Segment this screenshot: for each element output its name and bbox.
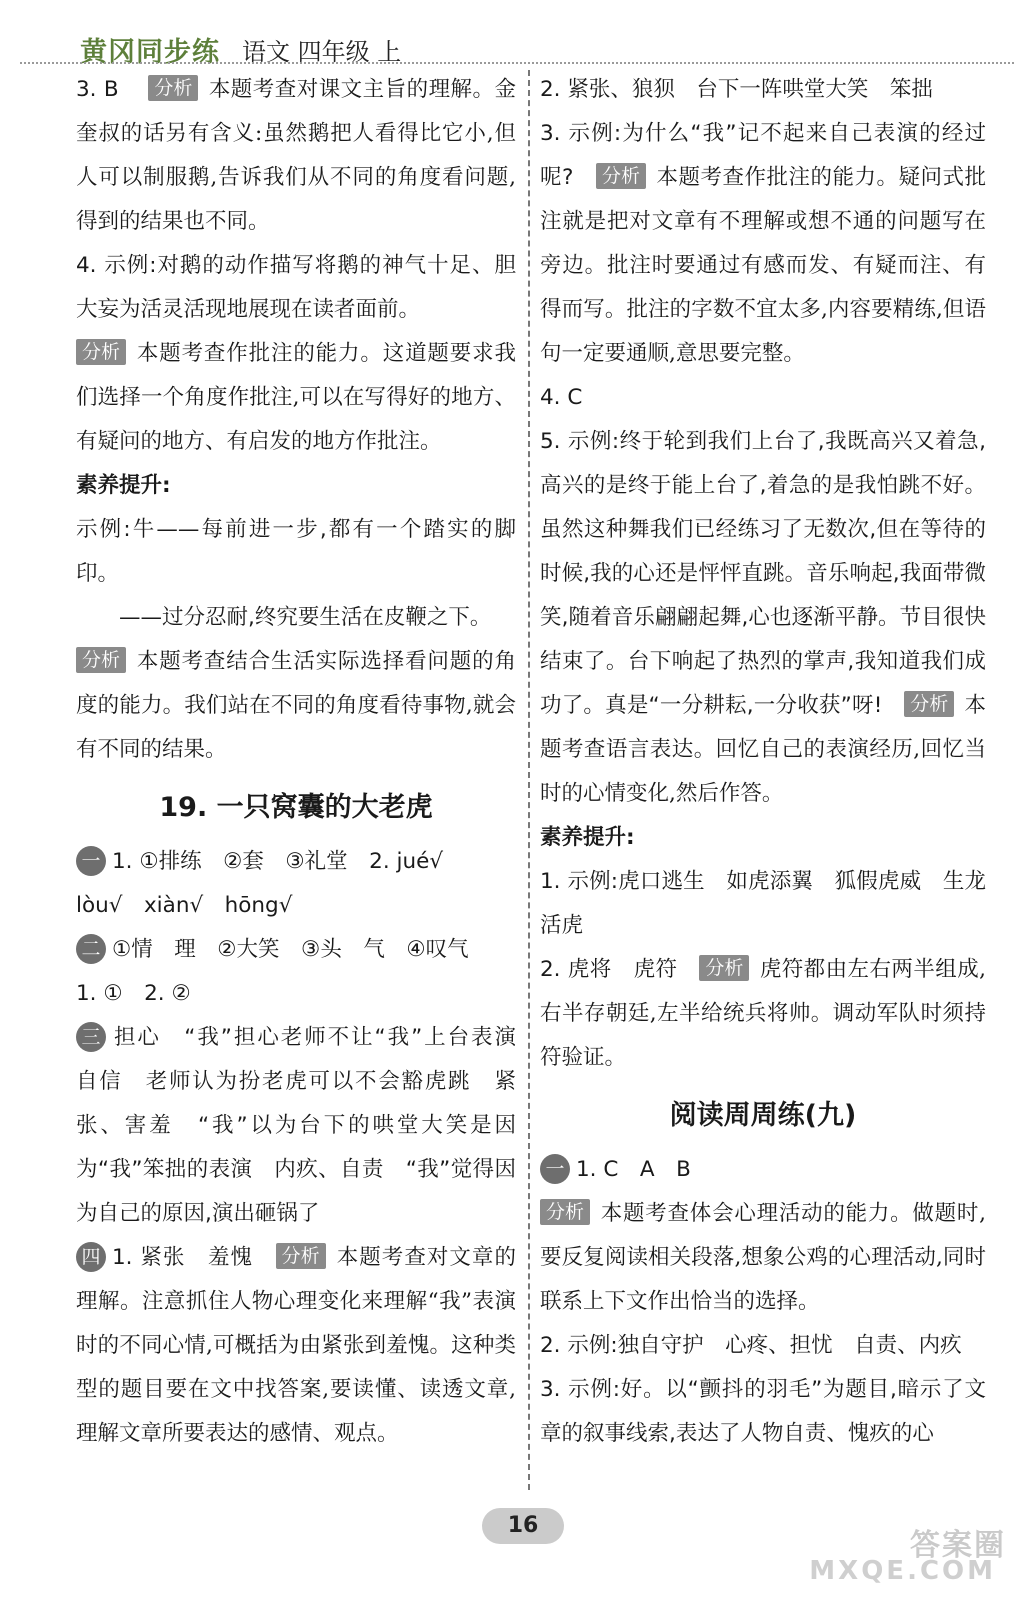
section-3 bbox=[76, 1016, 538, 1236]
q4-answer: 4. 示例:对鹅的动作描写将鹅的神气十足、胆大妄为活灵活现地展现在读者面前。 bbox=[76, 253, 516, 322]
subject-label: 语文 四年级 上 bbox=[242, 38, 402, 66]
page-number: 16 bbox=[482, 1508, 564, 1544]
improve-text-1: 示例:牛——每前进一步,都有一个踏实的脚印。 bbox=[76, 517, 516, 586]
r-improve-2-block bbox=[540, 948, 986, 1080]
improve-text-2: ——过分忍耐,终究要生活在皮鞭之下。 bbox=[119, 605, 492, 630]
week-title: 阅读周周练(九) bbox=[669, 1100, 857, 1131]
r-q4: 4. C bbox=[540, 385, 583, 410]
r-q3-block bbox=[540, 112, 986, 376]
q4-analysis: 本题考查作批注的能力。这道题要求我们选择一个角度作批注,可以在写得好的地方、有疑问的地方、有启发的地方作批注。 bbox=[76, 341, 516, 454]
w-q1-analysis: 本题考查体会心理活动的能力。做题时,要反复阅读相关段落,想象公鸡的心理活动,同时联系上下文作出恰当的选择。 bbox=[540, 1201, 986, 1314]
w-q1-analysis-block bbox=[540, 1192, 986, 1324]
q3-block bbox=[76, 68, 516, 244]
section-4 bbox=[76, 1236, 516, 1456]
q3-answer: 3. B bbox=[76, 77, 119, 102]
watermark-url: MXQE.COM bbox=[809, 1556, 996, 1586]
section-1 bbox=[76, 840, 516, 884]
w-q2: 2. 示例:独自守护 心疼、担忧 自责、内疚 bbox=[540, 1333, 962, 1358]
r-improve-2-analysis: 虎符都由左右两半组成,右半存朝廷,左半给统兵将帅。调动军队时须持符验证。 bbox=[540, 957, 986, 1070]
lesson-title: 19. 一只窝囊的大老虎 bbox=[159, 792, 433, 823]
brand-logo: 黄冈同步练 bbox=[80, 37, 220, 68]
section-2-line-2: 1. ① 2. ② bbox=[76, 981, 191, 1006]
right-column bbox=[540, 68, 986, 1456]
section-3-text: 担心 “我”担心老师不让“我”上台表演 自信 老师认为扮老虎可以不会豁虎跳 紧张、害羞 “我”以为台下的哄堂大笑是因为“我”笨拙的表演 内疚、自责 “我”觉得因为自己的原因,演出砸锅了 bbox=[76, 1025, 538, 1226]
section-2-line-1: ①情 理 ②大笑 ③头 气 ④叹气 bbox=[112, 937, 469, 962]
w-q1: 1. C A B bbox=[576, 1157, 691, 1182]
column-divider bbox=[528, 70, 530, 1490]
analysis-tag: 分析 bbox=[699, 955, 749, 981]
r-q3-answer: 3. 示例:为什么“我”记不起来自己表演的经过呢? bbox=[540, 121, 986, 190]
improve-analysis: 本题考查结合生活实际选择看问题的角度的能力。我们站在不同的角度看待事物,就会有不同的结果。 bbox=[76, 649, 516, 762]
r-q5-analysis: 本题考查语言表达。回忆自己的表演经历,回忆当时的心情变化,然后作答。 bbox=[540, 693, 986, 806]
w-q3: 3. 示例:好。以“颤抖的羽毛”为题目,暗示了文章的叙事线索,表达了人物自责、愧疚的心 bbox=[540, 1377, 986, 1446]
w-section-number-1: 一 bbox=[540, 1154, 570, 1184]
analysis-tag: 分析 bbox=[904, 691, 954, 717]
improve-analysis-block bbox=[76, 640, 516, 772]
analysis-tag: 分析 bbox=[540, 1199, 590, 1225]
section-number-4: 四 bbox=[76, 1242, 106, 1272]
section-1-line-2: lòu√ xiàn√ hōng√ bbox=[76, 893, 293, 918]
analysis-tag: 分析 bbox=[76, 647, 126, 673]
section-4-answer: 1. 紧张 羞愧 bbox=[112, 1245, 254, 1270]
r-q2: 2. 紧张、狼狈 台下一阵哄堂大笑 笨拙 bbox=[540, 77, 933, 102]
w-section-1 bbox=[540, 1148, 986, 1192]
r-improve-1: 1. 示例:虎口逃生 如虎添翼 狐假虎威 生龙活虎 bbox=[540, 869, 986, 938]
page-header bbox=[20, 26, 1014, 66]
analysis-tag: 分析 bbox=[76, 339, 126, 365]
q4-analysis-block bbox=[76, 332, 516, 464]
section-number-3: 三 bbox=[76, 1022, 106, 1052]
analysis-tag: 分析 bbox=[276, 1243, 326, 1269]
section-number-1: 一 bbox=[76, 846, 106, 876]
improve-heading: 素养提升: bbox=[76, 473, 171, 498]
header-rule bbox=[20, 62, 1014, 64]
analysis-tag: 分析 bbox=[148, 75, 198, 101]
r-improve-heading: 素养提升: bbox=[540, 825, 635, 850]
section-1-line-1: 1. ①排练 ②套 ③礼堂 2. jué√ bbox=[112, 849, 444, 874]
r-q3-analysis: 本题考查作批注的能力。疑问式批注就是把对文章有不理解或想不通的问题写在旁边。批注时要通过有感而发、有疑而注、有得而写。批注的字数不宜太多,内容要精练,但语句一定要通顺,意思要完整。 bbox=[540, 165, 986, 366]
r-q5-answer: 5. 示例:终于轮到我们上台了,我既高兴又着急,高兴的是终于能上台了,着急的是我怕跳不好。虽然这种舞我们已经练习了无数次,但在等待的时候,我的心还是怦怦直跳。音乐响起,我面带微笑,随着音乐翩翩起舞,心也逐渐平静。节目很快结束了。台下响起了热烈的掌声,我知道我们成功了。真是“一分耕耘,一分收获”呀! bbox=[540, 429, 986, 718]
analysis-tag: 分析 bbox=[596, 163, 646, 189]
section-4-analysis: 本题考查对文章的理解。注意抓住人物心理变化来理解“我”表演时的不同心情,可概括为由紧张到羞愧。这种类型的题目要在文中找答案,要读懂、读透文章,理解文章所要表达的感情、观点。 bbox=[76, 1245, 516, 1446]
q3-analysis: 本题考查对课文主旨的理解。金奎叔的话另有含义:虽然鹅把人看得比它小,但人可以制服鹅,告诉我们从不同的角度看问题,得到的结果也不同。 bbox=[76, 77, 516, 234]
left-column bbox=[76, 68, 538, 1456]
section-number-2: 二 bbox=[76, 934, 106, 964]
watermark-logo: 答案圈 bbox=[910, 1528, 1006, 1563]
section-2 bbox=[76, 928, 516, 972]
r-improve-2: 2. 虎将 虎符 bbox=[540, 957, 678, 982]
r-q5-block bbox=[540, 420, 986, 816]
